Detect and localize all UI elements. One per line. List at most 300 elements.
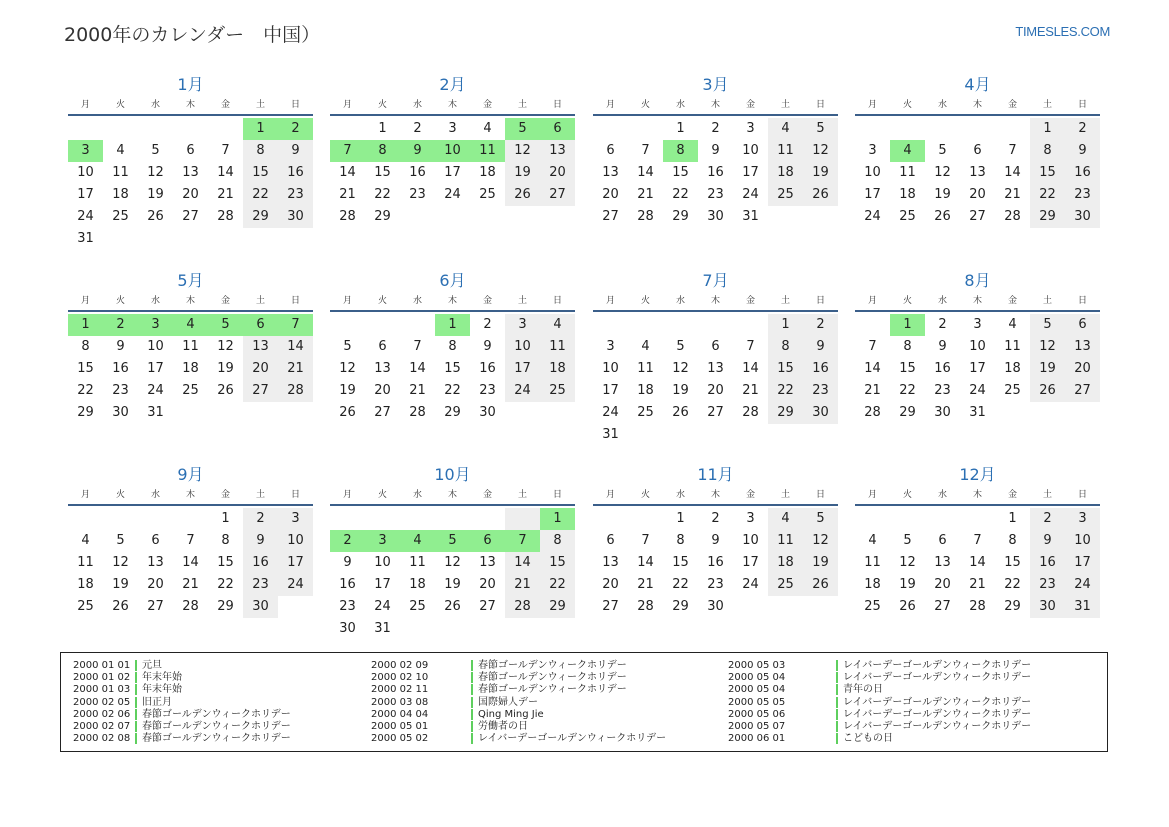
day-cell[interactable]: 23 [1030,574,1065,596]
day-cell[interactable]: 10 [147,339,164,354]
day-cell[interactable]: 19 [899,577,916,592]
day-cell[interactable]: 7 [973,533,982,548]
day-cell[interactable]: 15 [1004,555,1021,570]
day-cell[interactable]: 30 [339,621,356,636]
day-cell[interactable]: 18 [540,358,575,380]
day-cell[interactable]: 16 [243,552,278,574]
day-cell[interactable]: 26 [339,405,356,420]
day-cell[interactable]: 10 [505,336,540,358]
day-cell[interactable]: 18 [864,577,881,592]
day-cell[interactable]: 9 [1065,140,1100,162]
day-cell[interactable]: 1 [676,121,685,136]
holiday-day-cell[interactable]: 5 [208,314,243,336]
day-cell[interactable]: 18 [479,165,496,180]
day-cell[interactable]: 6 [1065,314,1100,336]
day-cell[interactable]: 12 [147,165,164,180]
day-cell[interactable]: 25 [409,599,426,614]
day-cell[interactable]: 18 [768,162,803,184]
day-cell[interactable]: 4 [1008,317,1017,332]
day-cell[interactable]: 2 [1065,118,1100,140]
day-cell[interactable]: 29 [672,599,689,614]
day-cell[interactable]: 17 [77,187,94,202]
day-cell[interactable]: 16 [112,361,129,376]
day-cell[interactable]: 19 [672,383,689,398]
day-cell[interactable]: 15 [77,361,94,376]
day-cell[interactable]: 24 [77,209,94,224]
holiday-day-cell[interactable]: 1 [540,508,575,530]
day-cell[interactable]: 21 [637,577,654,592]
day-cell[interactable]: 21 [1004,187,1021,202]
day-cell[interactable]: 19 [339,383,356,398]
day-cell[interactable]: 22 [672,187,689,202]
day-cell[interactable]: 23 [934,383,951,398]
day-cell[interactable]: 28 [864,405,881,420]
day-cell[interactable]: 29 [374,209,391,224]
day-cell[interactable]: 24 [278,574,313,596]
day-cell[interactable]: 4 [116,143,125,158]
day-cell[interactable]: 10 [602,361,619,376]
day-cell[interactable]: 19 [803,162,838,184]
day-cell[interactable]: 3 [448,121,457,136]
day-cell[interactable]: 23 [243,574,278,596]
day-cell[interactable]: 3 [505,314,540,336]
day-cell[interactable]: 11 [112,165,129,180]
day-cell[interactable]: 17 [969,361,986,376]
day-cell[interactable]: 18 [77,577,94,592]
day-cell[interactable]: 23 [707,187,724,202]
holiday-day-cell[interactable]: 2 [103,314,138,336]
day-cell[interactable]: 28 [742,405,759,420]
day-cell[interactable]: 6 [606,143,615,158]
day-cell[interactable]: 29 [217,599,234,614]
day-cell[interactable]: 27 [969,209,986,224]
day-cell[interactable]: 15 [540,552,575,574]
day-cell[interactable]: 22 [243,184,278,206]
holiday-day-cell[interactable]: 4 [890,140,925,162]
day-cell[interactable]: 12 [112,555,129,570]
day-cell[interactable]: 27 [934,599,951,614]
day-cell[interactable]: 13 [374,361,391,376]
day-cell[interactable]: 10 [77,165,94,180]
day-cell[interactable]: 12 [505,140,540,162]
day-cell[interactable]: 21 [409,383,426,398]
day-cell[interactable]: 27 [374,405,391,420]
day-cell[interactable]: 2 [483,317,492,332]
day-cell[interactable]: 25 [1004,383,1021,398]
day-cell[interactable]: 9 [711,143,720,158]
day-cell[interactable]: 9 [278,140,313,162]
day-cell[interactable]: 8 [768,336,803,358]
holiday-day-cell[interactable]: 3 [138,314,173,336]
day-cell[interactable]: 19 [1030,358,1065,380]
day-cell[interactable]: 2 [1030,508,1065,530]
day-cell[interactable]: 29 [540,596,575,618]
day-cell[interactable]: 25 [768,574,803,596]
day-cell[interactable]: 10 [742,533,759,548]
day-cell[interactable]: 28 [409,405,426,420]
day-cell[interactable]: 14 [864,361,881,376]
day-cell[interactable]: 11 [409,555,426,570]
day-cell[interactable]: 9 [711,533,720,548]
day-cell[interactable]: 7 [186,533,195,548]
day-cell[interactable]: 29 [444,405,461,420]
day-cell[interactable]: 15 [768,358,803,380]
day-cell[interactable]: 17 [742,555,759,570]
day-cell[interactable]: 8 [1008,533,1017,548]
day-cell[interactable]: 29 [77,405,94,420]
holiday-day-cell[interactable]: 1 [68,314,103,336]
holiday-day-cell[interactable]: 4 [400,530,435,552]
day-cell[interactable]: 11 [182,339,199,354]
site-link[interactable]: TIMESLES.COM [1015,24,1110,39]
day-cell[interactable]: 22 [1030,184,1065,206]
day-cell[interactable]: 4 [81,533,90,548]
day-cell[interactable]: 8 [81,339,90,354]
day-cell[interactable]: 11 [864,555,881,570]
day-cell[interactable]: 15 [374,165,391,180]
day-cell[interactable]: 14 [182,555,199,570]
day-cell[interactable]: 13 [602,555,619,570]
day-cell[interactable]: 2 [413,121,422,136]
day-cell[interactable]: 17 [742,165,759,180]
day-cell[interactable]: 21 [505,574,540,596]
day-cell[interactable]: 1 [378,121,387,136]
day-cell[interactable]: 27 [479,599,496,614]
holiday-day-cell[interactable]: 7 [278,314,313,336]
day-cell[interactable]: 30 [1065,206,1100,228]
day-cell[interactable]: 3 [1065,508,1100,530]
day-cell[interactable]: 11 [768,140,803,162]
day-cell[interactable]: 13 [1065,336,1100,358]
day-cell[interactable]: 5 [151,143,160,158]
day-cell[interactable]: 3 [868,143,877,158]
day-cell[interactable]: 7 [221,143,230,158]
day-cell[interactable]: 26 [934,209,951,224]
day-cell[interactable]: 12 [803,530,838,552]
day-cell[interactable]: 30 [707,599,724,614]
day-cell[interactable]: 15 [444,361,461,376]
day-cell[interactable]: 20 [243,358,278,380]
day-cell[interactable]: 15 [243,162,278,184]
day-cell[interactable]: 14 [505,552,540,574]
day-cell[interactable]: 21 [278,358,313,380]
day-cell[interactable]: 5 [903,533,912,548]
day-cell[interactable]: 29 [768,402,803,424]
day-cell[interactable]: 1 [676,511,685,526]
day-cell[interactable]: 13 [707,361,724,376]
day-cell[interactable]: 6 [938,533,947,548]
day-cell[interactable]: 18 [637,383,654,398]
day-cell[interactable]: 1 [768,314,803,336]
day-cell[interactable]: 23 [803,380,838,402]
day-cell[interactable]: 7 [746,339,755,354]
day-cell[interactable]: 13 [243,336,278,358]
day-cell[interactable]: 18 [899,187,916,202]
day-cell[interactable]: 10 [969,339,986,354]
day-cell[interactable]: 24 [147,383,164,398]
day-cell[interactable]: 22 [768,380,803,402]
day-cell[interactable]: 27 [707,405,724,420]
day-cell[interactable]: 9 [116,339,125,354]
day-cell[interactable]: 18 [112,187,129,202]
day-cell[interactable]: 3 [746,121,755,136]
day-cell[interactable]: 17 [374,577,391,592]
day-cell[interactable]: 13 [602,165,619,180]
day-cell[interactable]: 3 [606,339,615,354]
day-cell[interactable]: 18 [182,361,199,376]
day-cell[interactable]: 22 [444,383,461,398]
day-cell[interactable]: 9 [343,555,352,570]
day-cell[interactable]: 9 [243,530,278,552]
day-cell[interactable]: 25 [77,599,94,614]
day-cell[interactable]: 17 [444,165,461,180]
holiday-day-cell[interactable]: 1 [890,314,925,336]
day-cell[interactable]: 17 [505,358,540,380]
day-cell[interactable]: 9 [1030,530,1065,552]
day-cell[interactable]: 28 [637,209,654,224]
day-cell[interactable]: 19 [934,187,951,202]
day-cell[interactable]: 10 [374,555,391,570]
day-cell[interactable]: 5 [1030,314,1065,336]
day-cell[interactable]: 26 [803,574,838,596]
day-cell[interactable]: 20 [602,187,619,202]
day-cell[interactable]: 14 [339,165,356,180]
day-cell[interactable]: 5 [676,339,685,354]
day-cell[interactable]: 5 [803,118,838,140]
day-cell[interactable]: 30 [803,402,838,424]
day-cell[interactable]: 25 [637,405,654,420]
day-cell[interactable]: 24 [505,380,540,402]
day-cell[interactable]: 23 [112,383,129,398]
day-cell[interactable]: 24 [969,383,986,398]
day-cell[interactable]: 20 [934,577,951,592]
day-cell[interactable]: 15 [1030,162,1065,184]
day-cell[interactable]: 9 [483,339,492,354]
day-cell[interactable]: 16 [278,162,313,184]
day-cell[interactable]: 25 [899,209,916,224]
day-cell[interactable]: 11 [540,336,575,358]
day-cell[interactable]: 8 [448,339,457,354]
day-cell[interactable]: 15 [217,555,234,570]
day-cell[interactable]: 30 [479,405,496,420]
day-cell[interactable]: 24 [742,577,759,592]
day-cell[interactable]: 30 [243,596,278,618]
day-cell[interactable]: 17 [602,383,619,398]
day-cell[interactable]: 14 [637,555,654,570]
day-cell[interactable]: 8 [676,533,685,548]
day-cell[interactable]: 31 [969,405,986,420]
day-cell[interactable]: 27 [602,209,619,224]
day-cell[interactable]: 19 [505,162,540,184]
day-cell[interactable]: 13 [479,555,496,570]
holiday-day-cell[interactable]: 2 [278,118,313,140]
holiday-day-cell[interactable]: 5 [505,118,540,140]
day-cell[interactable]: 30 [934,405,951,420]
day-cell[interactable]: 19 [444,577,461,592]
day-cell[interactable]: 28 [969,599,986,614]
holiday-day-cell[interactable]: 9 [400,140,435,162]
day-cell[interactable]: 7 [641,533,650,548]
day-cell[interactable]: 6 [151,533,160,548]
holiday-day-cell[interactable]: 7 [330,140,365,162]
day-cell[interactable]: 12 [803,140,838,162]
day-cell[interactable]: 9 [803,336,838,358]
day-cell[interactable]: 11 [768,530,803,552]
day-cell[interactable]: 21 [339,187,356,202]
day-cell[interactable]: 19 [147,187,164,202]
day-cell[interactable]: 27 [243,380,278,402]
day-cell[interactable]: 18 [409,577,426,592]
day-cell[interactable]: 2 [711,511,720,526]
day-cell[interactable]: 14 [409,361,426,376]
day-cell[interactable]: 5 [938,143,947,158]
day-cell[interactable]: 19 [112,577,129,592]
day-cell[interactable]: 8 [540,530,575,552]
day-cell[interactable]: 12 [899,555,916,570]
day-cell[interactable]: 7 [413,339,422,354]
day-cell[interactable]: 14 [217,165,234,180]
day-cell[interactable]: 23 [339,599,356,614]
day-cell[interactable]: 4 [868,533,877,548]
day-cell[interactable]: 31 [602,427,619,442]
day-cell[interactable]: 23 [409,187,426,202]
day-cell[interactable]: 27 [540,184,575,206]
day-cell[interactable]: 13 [969,165,986,180]
day-cell[interactable]: 24 [374,599,391,614]
day-cell[interactable]: 17 [278,552,313,574]
day-cell[interactable]: 8 [243,140,278,162]
holiday-day-cell[interactable]: 6 [243,314,278,336]
day-cell[interactable]: 27 [1065,380,1100,402]
day-cell[interactable]: 31 [374,621,391,636]
day-cell[interactable]: 2 [938,317,947,332]
day-cell[interactable]: 24 [742,187,759,202]
holiday-day-cell[interactable]: 5 [435,530,470,552]
day-cell[interactable]: 20 [374,383,391,398]
day-cell[interactable]: 29 [1004,599,1021,614]
holiday-day-cell[interactable]: 6 [470,530,505,552]
day-cell[interactable]: 26 [1030,380,1065,402]
holiday-day-cell[interactable]: 11 [470,140,505,162]
day-cell[interactable]: 29 [243,206,278,228]
day-cell[interactable]: 22 [672,577,689,592]
day-cell[interactable]: 4 [768,118,803,140]
day-cell[interactable]: 26 [899,599,916,614]
day-cell[interactable]: 30 [1030,596,1065,618]
day-cell[interactable]: 13 [934,555,951,570]
day-cell[interactable]: 22 [540,574,575,596]
day-cell[interactable]: 24 [1065,574,1100,596]
day-cell[interactable]: 20 [147,577,164,592]
day-cell[interactable]: 13 [147,555,164,570]
day-cell[interactable]: 28 [339,209,356,224]
day-cell[interactable]: 24 [444,187,461,202]
day-cell[interactable]: 11 [899,165,916,180]
day-cell[interactable]: 18 [1004,361,1021,376]
day-cell[interactable]: 9 [938,339,947,354]
day-cell[interactable]: 6 [378,339,387,354]
day-cell[interactable]: 25 [540,380,575,402]
day-cell[interactable]: 22 [77,383,94,398]
day-cell[interactable]: 30 [278,206,313,228]
day-cell[interactable]: 7 [868,339,877,354]
day-cell[interactable]: 12 [339,361,356,376]
day-cell[interactable]: 20 [1065,358,1100,380]
day-cell[interactable]: 7 [1008,143,1017,158]
day-cell[interactable]: 6 [973,143,982,158]
day-cell[interactable]: 31 [1065,596,1100,618]
day-cell[interactable]: 28 [182,599,199,614]
day-cell[interactable]: 28 [505,596,540,618]
day-cell[interactable]: 3 [973,317,982,332]
day-cell[interactable]: 26 [112,599,129,614]
day-cell[interactable]: 30 [707,209,724,224]
day-cell[interactable]: 16 [803,358,838,380]
day-cell[interactable]: 4 [641,339,650,354]
day-cell[interactable]: 5 [116,533,125,548]
day-cell[interactable]: 21 [969,577,986,592]
day-cell[interactable]: 21 [864,383,881,398]
day-cell[interactable]: 19 [217,361,234,376]
day-cell[interactable]: 14 [742,361,759,376]
day-cell[interactable]: 17 [864,187,881,202]
day-cell[interactable]: 28 [637,599,654,614]
day-cell[interactable]: 23 [1065,184,1100,206]
day-cell[interactable]: 1 [1008,511,1017,526]
day-cell[interactable]: 20 [182,187,199,202]
day-cell[interactable]: 22 [899,383,916,398]
day-cell[interactable]: 28 [1004,209,1021,224]
day-cell[interactable]: 31 [147,405,164,420]
day-cell[interactable]: 29 [899,405,916,420]
day-cell[interactable]: 2 [243,508,278,530]
day-cell[interactable]: 16 [1030,552,1065,574]
day-cell[interactable]: 8 [903,339,912,354]
day-cell[interactable]: 30 [112,405,129,420]
day-cell[interactable]: 2 [803,314,838,336]
day-cell[interactable]: 4 [483,121,492,136]
day-cell[interactable]: 23 [707,577,724,592]
day-cell[interactable]: 25 [768,184,803,206]
day-cell[interactable]: 27 [602,599,619,614]
day-cell[interactable]: 16 [707,165,724,180]
day-cell[interactable]: 26 [803,184,838,206]
day-cell[interactable]: 18 [768,552,803,574]
day-cell[interactable]: 16 [409,165,426,180]
day-cell[interactable]: 21 [182,577,199,592]
holiday-day-cell[interactable]: 8 [365,140,400,162]
day-cell[interactable]: 15 [899,361,916,376]
day-cell[interactable]: 22 [217,577,234,592]
day-cell[interactable]: 15 [672,555,689,570]
day-cell[interactable]: 21 [742,383,759,398]
day-cell[interactable]: 1 [1030,118,1065,140]
day-cell[interactable]: 25 [182,383,199,398]
day-cell[interactable]: 21 [637,187,654,202]
day-cell[interactable]: 15 [672,165,689,180]
day-cell[interactable]: 5 [343,339,352,354]
day-cell[interactable]: 29 [672,209,689,224]
day-cell[interactable]: 29 [1030,206,1065,228]
day-cell[interactable]: 16 [479,361,496,376]
day-cell[interactable]: 14 [278,336,313,358]
day-cell[interactable]: 13 [540,140,575,162]
day-cell[interactable]: 12 [1030,336,1065,358]
day-cell[interactable]: 4 [768,508,803,530]
day-cell[interactable]: 6 [606,533,615,548]
day-cell[interactable]: 24 [864,209,881,224]
day-cell[interactable]: 20 [969,187,986,202]
